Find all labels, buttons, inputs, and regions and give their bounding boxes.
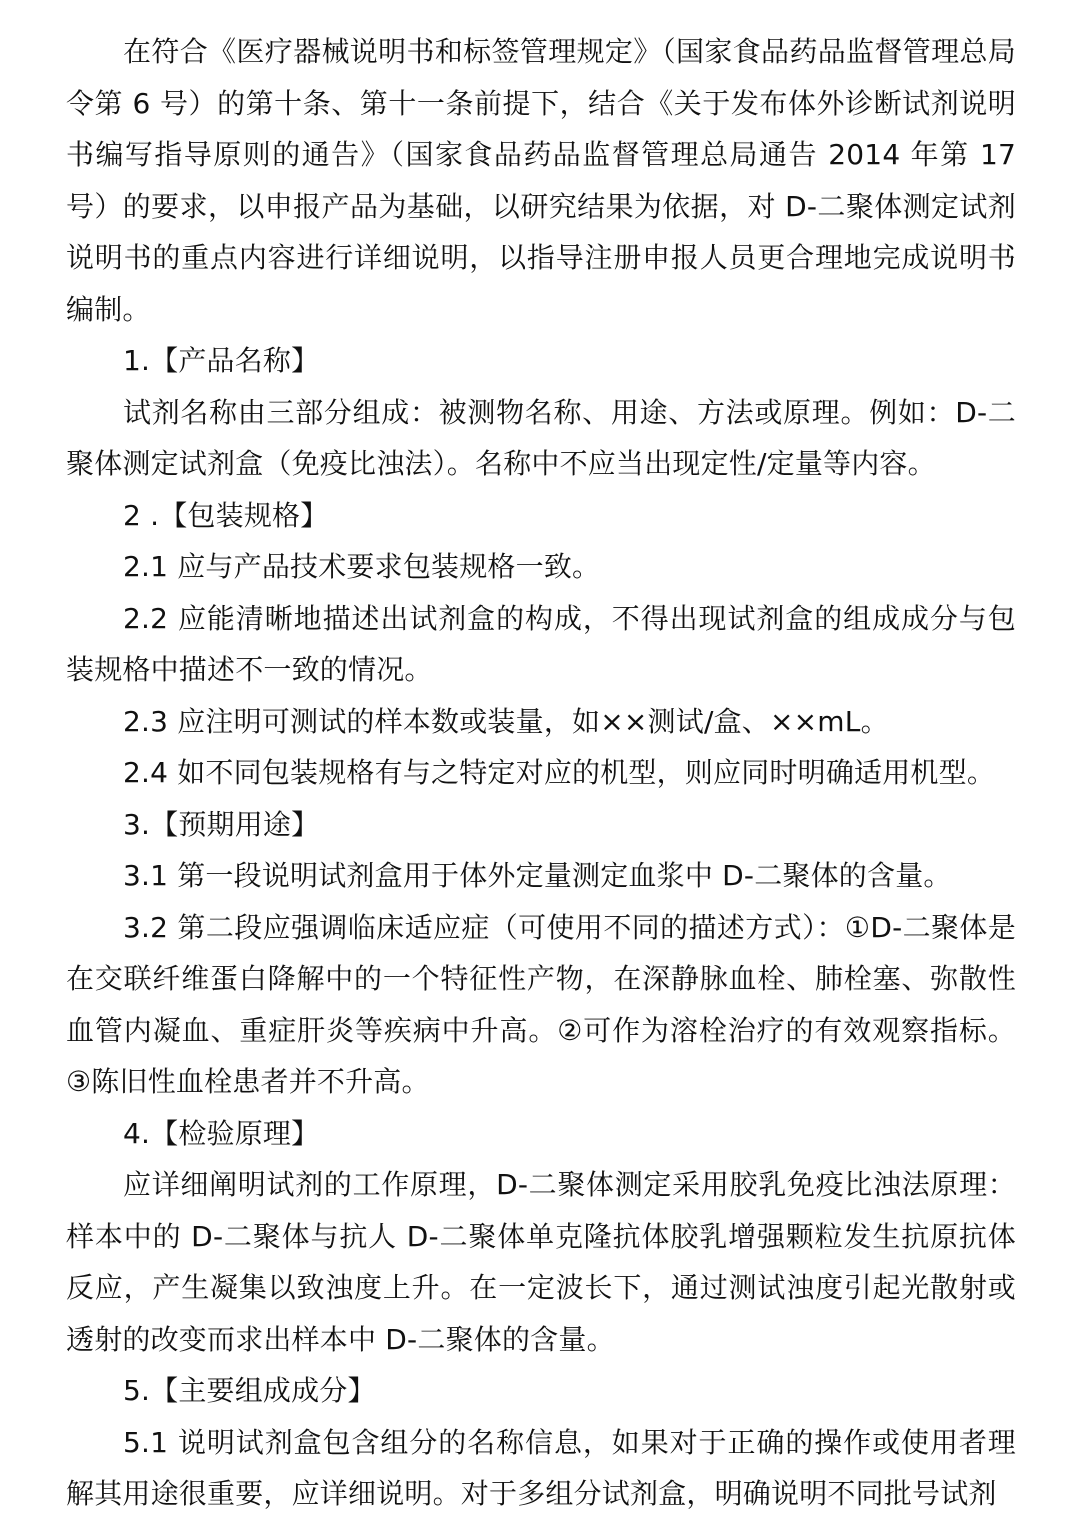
- package-spec-item-2-2: 2.2 应能清晰地描述出试剂盒的构成，不得出现试剂盒的组成成分与包装规格中描述不一致的情况。: [66, 601, 1016, 686]
- intended-use-item-3-2: 3.2 第二段应强调临床适应症（可使用不同的描述方式）：①D-二聚体是在交联纤维蛋白降解中的一个特征性产物，在深静脉血栓、肺栓塞、弥散性血管内凝血、重症肝炎等疾病中升高。②可作为溶栓治疗的有效观察指标。③陈旧性血栓患者并不升高。: [66, 910, 1016, 1098]
- section-heading-product-name: 1.【产品名称】: [123, 344, 320, 377]
- intro-paragraph: 在符合《医疗器械说明书和标签管理规定》（国家食品药品监督管理总局令第 6 号）的第十条、第十一条前提下，结合《关于发布体外诊断试剂说明书编写指导原则的通告》（国家食品药品监督管理总局通告 2014 年第 17 号）的要求，以申报产品为基础，以研究结果为依据，对 D-二聚体测定试剂说明书的重点内容进行详细说明，以指导注册申报人员更合理地完成说明书编制。: [66, 35, 1016, 326]
- test-principle-paragraph: 应详细阐明试剂的工作原理，D-二聚体测定采用胶乳免疫比浊法原理：样本中的 D-二聚体与抗人 D-二聚体单克隆抗体胶乳增强颗粒发生抗原抗体反应，产生凝集以致浊度上升。在一定波长下，通过测试浊度引起光散射或透射的改变而求出样本中 D-二聚体的含量。: [66, 1168, 1016, 1356]
- section-heading-package-spec: 2 .【包装规格】: [123, 498, 329, 532]
- section-heading-intended-use: 3.【预期用途】: [123, 807, 320, 841]
- package-spec-item-2-4: 2.4 如不同包装规格有与之特定对应的机型，则应同时明确适用机型。: [123, 756, 996, 789]
- main-components-item-5-1: 5.1 说明试剂盒包含组分的名称信息，如果对于正确的操作或使用者理解其用途很重要，应详细说明。对于多组分试剂盒，明确说明不同批号试剂: [66, 1425, 1016, 1510]
- section-heading-main-components: 5.【主要组成成分】: [123, 1374, 376, 1407]
- product-name-paragraph: 试剂名称由三部分组成：被测物名称、用途、方法或原理。例如：D-二聚体测定试剂盒（免疫比浊法）。名称中不应当出现定性/定量等内容。: [66, 395, 1016, 480]
- package-spec-item-2-1: 2.1 应与产品技术要求包装规格一致。: [123, 550, 601, 583]
- intended-use-item-3-1: 3.1 第一段说明试剂盒用于体外定量测定血浆中 D-二聚体的含量。: [123, 859, 952, 892]
- section-heading-test-principle: 4.【检验原理】: [123, 1116, 320, 1150]
- package-spec-item-2-3: 2.3 应注明可测试的样本数或装量，如××测试/盒、××mL。: [123, 704, 889, 738]
- document-body: [66, 26, 1016, 1520]
